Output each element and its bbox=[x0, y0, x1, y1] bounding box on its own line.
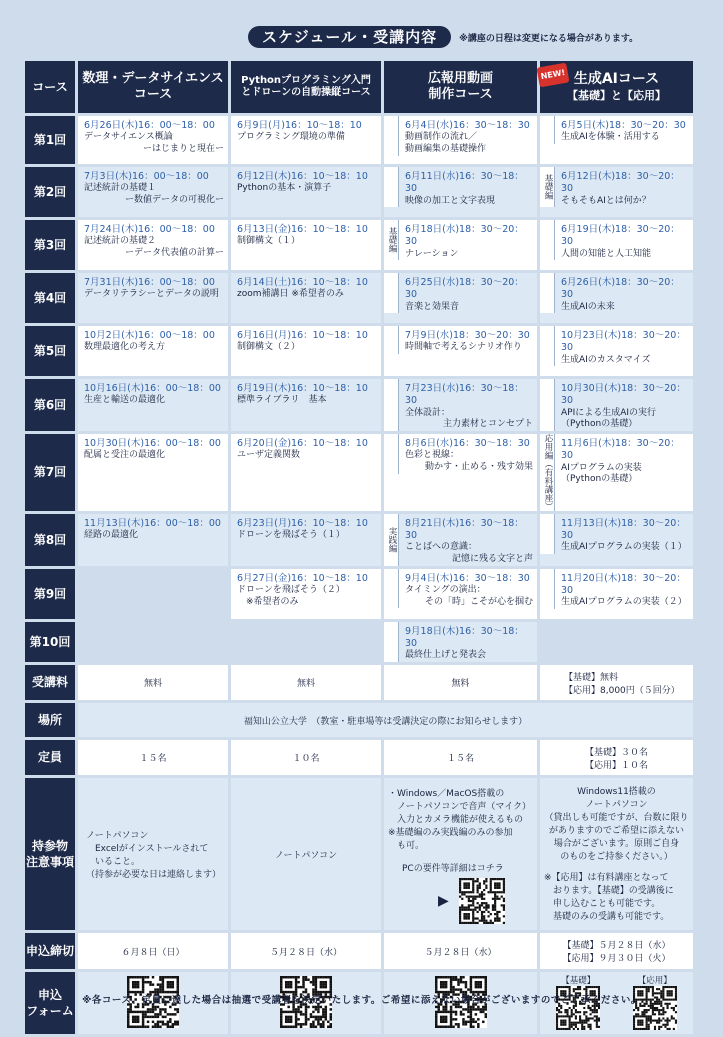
title-note: ※講座の日程は変更になる場合があります。 bbox=[459, 33, 639, 44]
session-topic: 生成AIプログラムの実装（２） bbox=[561, 597, 687, 608]
session-topic: 制御構文（２） bbox=[237, 342, 301, 353]
session-cell bbox=[540, 569, 693, 619]
items-course-4 bbox=[540, 778, 693, 930]
session-cell bbox=[231, 167, 381, 217]
session-cell bbox=[231, 434, 381, 511]
session-date: 7月23日(水)16：30〜18：30 bbox=[405, 383, 524, 407]
session-cell bbox=[540, 273, 693, 323]
deadline-label: 申込締切 bbox=[25, 933, 75, 969]
session-date: 6月26日(木)16：00〜18：00 bbox=[84, 120, 215, 131]
session-topic: 標準ライブラリ 基本 bbox=[237, 395, 327, 406]
new-badge: NEW! bbox=[536, 63, 569, 88]
session-date: 10月30日(木)18：30〜20：30 bbox=[561, 383, 686, 407]
session-cell bbox=[384, 514, 537, 566]
session-date: 6月14日(土)16：10〜18：10 bbox=[237, 277, 368, 288]
form-applied-label: 【応用】 bbox=[637, 975, 672, 986]
session-topic: 制御構文（１） bbox=[237, 236, 301, 247]
session-topic: 生成AIの未来 bbox=[561, 301, 615, 312]
session-topic: 生成AIプログラムの実装（１） bbox=[561, 542, 687, 553]
session-cell bbox=[231, 379, 381, 431]
session-cell bbox=[231, 116, 381, 164]
session-date: 8月21日(木)16：30〜18：30 bbox=[405, 517, 524, 541]
play-arrow-icon: ▶ bbox=[438, 893, 449, 909]
session-cell bbox=[231, 220, 381, 270]
deadline-course-2: ５月２８日（水） bbox=[231, 933, 381, 969]
session-topic: 経路の最適化 bbox=[84, 529, 139, 540]
session-cell bbox=[384, 379, 537, 431]
session-date: 10月23日(木)18：30〜20：30 bbox=[561, 330, 686, 354]
session-date: 6月11日(水)16：30〜18：30 bbox=[405, 171, 524, 195]
session-date: 7月3日(木)16：00〜18：00 bbox=[84, 171, 209, 182]
session-date: 11月20日(木)18：30〜20：30 bbox=[561, 572, 686, 596]
session-topic: 最終仕上げと発表会 bbox=[405, 650, 487, 661]
session-subtopic: その「時」こそが心を掴む bbox=[424, 596, 533, 607]
session-label: 第9回 bbox=[25, 569, 75, 619]
session-topic: 記述統計の基礎１ bbox=[84, 183, 157, 194]
place-label: 場所 bbox=[25, 703, 75, 737]
header-course-4-title: 生成AIコース bbox=[573, 71, 660, 88]
session-topic: 記述統計の基礎２ bbox=[84, 236, 157, 247]
phase-marker bbox=[540, 379, 555, 431]
session-topic: AIプログラムの実装 （Pythonの基礎） bbox=[561, 462, 642, 485]
session-date: 10月30日(木)16：00〜18：00 bbox=[84, 438, 221, 450]
session-cell bbox=[78, 514, 228, 566]
session-topic: ドローンを飛ばそう（２） ※希望者のみ bbox=[237, 584, 345, 607]
session-cell bbox=[78, 220, 228, 270]
header-course-3: 広報用動画 制作コース bbox=[384, 61, 537, 113]
phase-marker bbox=[540, 326, 555, 366]
session-topic: 映像の加工と文字表現 bbox=[405, 195, 496, 206]
session-date: 6月19日(木)16：10〜18：10 bbox=[237, 383, 368, 394]
header-course-4 bbox=[540, 61, 693, 113]
session-date: 8月6日(水)16：30〜18：30 bbox=[405, 438, 530, 450]
session-date: 6月25日(水)18：30〜20：30 bbox=[405, 277, 524, 301]
footer-note: ※各コース、定員に達した場合は抽選で受講者を決定いたします。ご希望に添えない場合がございますのでご了承ください。 bbox=[82, 995, 641, 1006]
session-topic: 色彩と視線： bbox=[405, 450, 460, 461]
session-date: 7月9日(水)18：30〜20：30 bbox=[405, 330, 530, 341]
session-topic: 生成AIのカスタマイズ bbox=[561, 354, 651, 365]
session-topic: プログラミング環境の準備 bbox=[237, 132, 345, 143]
session-date: 6月27日(金)16：10〜18：10 bbox=[237, 572, 368, 584]
session-topic: ナレーション bbox=[405, 248, 459, 259]
deadline-course-1: ６月８日（日） bbox=[78, 933, 228, 969]
session-cell bbox=[384, 273, 537, 323]
phase-marker: 実践編 bbox=[384, 514, 399, 566]
items-course-1: ノートパソコン Excelがインストールされて いること。 （持参が必要な日は連絡します） bbox=[78, 778, 228, 930]
session-topic: Pythonの基本・演算子 bbox=[237, 183, 332, 194]
session-cell bbox=[78, 273, 228, 323]
deadline-course-4: 【基礎】５月２８日（水） 【応用】９月３０日（火） bbox=[540, 933, 693, 969]
session-cell bbox=[540, 167, 693, 217]
session-cell bbox=[384, 434, 537, 511]
empty-cell bbox=[78, 569, 228, 619]
session-date: 6月5日(木)18：30〜20：30 bbox=[561, 120, 686, 131]
session-cell bbox=[78, 326, 228, 376]
session-topic: 配属と受注の最適化 bbox=[84, 450, 166, 461]
session-label: 第1回 bbox=[25, 116, 75, 164]
items-course-2: ノートパソコン bbox=[231, 778, 381, 930]
fee-course-2: 無料 bbox=[231, 665, 381, 700]
session-label: 第7回 bbox=[25, 434, 75, 511]
pc-requirements-qr-code[interactable] bbox=[459, 878, 505, 924]
session-subtopic: ーデータ代表値の計算ー bbox=[124, 248, 224, 259]
session-topic: 動画制作の流れ／ 動画編集の基礎操作 bbox=[405, 132, 487, 155]
phase-marker bbox=[540, 220, 555, 260]
fee-course-3: 無料 bbox=[384, 665, 537, 700]
session-topic: 生産と輸送の最適化 bbox=[84, 395, 166, 406]
session-cell bbox=[384, 326, 537, 376]
session-topic: そもそもAIとは何か？ bbox=[561, 195, 651, 206]
place-text: 福知山公立大学 （教室・駐車場等は受講決定の際にお知らせします） bbox=[78, 703, 693, 737]
session-topic: タイミングの演出： bbox=[405, 584, 486, 595]
form-basic-label: 【基礎】 bbox=[561, 975, 596, 986]
fee-course-4: 【基礎】無料 【応用】8,000円（５回分） bbox=[540, 665, 693, 700]
session-cell bbox=[540, 514, 693, 566]
session-date: 6月13日(金)16：10〜18：10 bbox=[237, 224, 368, 235]
session-date: 9月4日(木)16：30〜18：30 bbox=[405, 572, 530, 584]
session-cell bbox=[384, 116, 537, 164]
session-topic: ユーザ定義関数 bbox=[237, 450, 301, 461]
session-cell bbox=[540, 434, 693, 511]
session-topic: データサイエンス概論 bbox=[84, 132, 173, 143]
phase-marker bbox=[384, 167, 399, 207]
session-label: 第8回 bbox=[25, 514, 75, 566]
phase-marker bbox=[384, 434, 399, 474]
phase-marker bbox=[540, 569, 555, 609]
session-label: 第3回 bbox=[25, 220, 75, 270]
session-date: 7月24日(木)16：00〜18：00 bbox=[84, 224, 215, 235]
session-subtopic: 主力素材とコンセプト bbox=[442, 419, 533, 430]
session-date: 9月18日(木)16：30〜18：30 bbox=[405, 625, 524, 649]
session-date: 6月12日(木)18：30〜20：30 bbox=[561, 171, 680, 195]
items-course-4-note: ※【応用】は有料講座となって おります。【基礎】の受講後に 申し込むことも可能です。 基礎のみの受講も可能です。 bbox=[544, 873, 674, 922]
session-cell bbox=[231, 273, 381, 323]
items-course-3 bbox=[384, 778, 537, 930]
session-date: 11月13日(木)18：30〜20：30 bbox=[561, 517, 686, 541]
session-subtopic: 記憶に残る文字と声 bbox=[451, 553, 533, 564]
phase-marker bbox=[384, 622, 399, 662]
session-cell bbox=[231, 569, 381, 619]
capacity-course-3: １５名 bbox=[384, 740, 537, 775]
session-date: 6月26日(木)18：30〜20：30 bbox=[561, 277, 680, 301]
items-course-3-text: ・Windows／MacOS搭載の ノートパソコンで音声（マイク） 入力とカメラ機能が使えるもの ※基礎編のみ実践編のみの参加 も可。 bbox=[388, 789, 532, 851]
header-course-1: 数理・データサイエンス コース bbox=[78, 61, 228, 113]
session-topic: 時間軸で考えるシナリオ作り bbox=[405, 342, 522, 353]
session-date: 10月2日(木)16：00〜18：00 bbox=[84, 330, 215, 341]
phase-marker bbox=[540, 116, 555, 144]
session-cell bbox=[231, 326, 381, 376]
session-cell bbox=[78, 379, 228, 431]
session-date: 10月16日(木)16：00〜18：00 bbox=[84, 383, 221, 394]
session-cell bbox=[384, 220, 537, 270]
empty-cell bbox=[78, 622, 228, 662]
header-course-4-sub: 【基礎】と【応用】 bbox=[567, 88, 666, 102]
session-cell bbox=[78, 434, 228, 511]
session-date: 11月6日(木)18：30〜20：30 bbox=[561, 438, 680, 462]
title-bar bbox=[248, 26, 638, 48]
phase-marker bbox=[384, 326, 399, 354]
session-date: 6月16日(月)16：10〜18：10 bbox=[237, 330, 368, 341]
session-date: 7月31日(木)16：00〜18：00 bbox=[84, 277, 215, 288]
session-subtopic: ー数値データの可視化ー bbox=[124, 195, 224, 206]
session-topic: ことばへの意識： bbox=[405, 542, 478, 553]
phase-marker bbox=[384, 379, 399, 431]
schedule-table bbox=[22, 58, 696, 1037]
capacity-label: 定員 bbox=[25, 740, 75, 775]
session-label: 第4回 bbox=[25, 273, 75, 323]
fee-course-1: 無料 bbox=[78, 665, 228, 700]
session-topic: データリテラシーとデータの説明 bbox=[84, 289, 219, 300]
phase-marker: 基礎編 bbox=[540, 167, 555, 207]
session-topic: 数理最適化の考え方 bbox=[84, 342, 166, 353]
form-label: 申込 フォーム bbox=[25, 972, 75, 1034]
session-date: 11月13日(木)16：00〜18：00 bbox=[84, 517, 221, 529]
header-course-2: Pythonプログラミング入門 とドローンの自動操縦コース bbox=[231, 61, 381, 113]
session-cell bbox=[78, 167, 228, 217]
session-cell bbox=[384, 622, 537, 662]
session-cell bbox=[384, 167, 537, 217]
session-topic: ドローンを飛ばそう（１） bbox=[237, 529, 345, 540]
session-date: 6月12日(木)16：10〜18：10 bbox=[237, 171, 368, 182]
session-cell bbox=[540, 326, 693, 376]
session-topic: 人間の知能と人工知能 bbox=[561, 248, 652, 259]
session-label: 第5回 bbox=[25, 326, 75, 376]
session-date: 6月19日(木)18：30〜20：30 bbox=[561, 224, 680, 248]
session-subtopic: 動かす・止める・残す効果 bbox=[424, 462, 533, 473]
capacity-course-2: １０名 bbox=[231, 740, 381, 775]
phase-marker bbox=[384, 569, 399, 609]
session-date: 6月4日(水)16：30〜18：30 bbox=[405, 120, 530, 131]
phase-marker bbox=[384, 273, 399, 313]
session-topic: 生成AIを体験・活用する bbox=[561, 132, 660, 143]
session-date: 6月20日(金)16：10〜18：10 bbox=[237, 438, 368, 450]
items-course-4-text: Windows11搭載の ノートパソコン （貸出しも可能ですが、台数に限り がありますのでご希望に添えない 場合がございます。原則ご自身 のものをご持参ください。） bbox=[544, 787, 689, 862]
session-topic: zoom補講日 ※希望者のみ bbox=[237, 289, 344, 300]
phase-marker: 応用編（有料講座） bbox=[540, 434, 555, 511]
session-date: 6月23日(月)16：10〜18：10 bbox=[237, 517, 368, 529]
session-label: 第6回 bbox=[25, 379, 75, 431]
page-title: スケジュール・受講内容 bbox=[248, 26, 451, 48]
session-topic: APIによる生成AIの実行 （Pythonの基礎） bbox=[561, 407, 657, 430]
fee-label: 受講料 bbox=[25, 665, 75, 700]
phase-marker bbox=[540, 514, 555, 554]
session-cell bbox=[78, 116, 228, 164]
session-cell bbox=[384, 569, 537, 619]
session-cell bbox=[231, 514, 381, 566]
capacity-course-4: 【基礎】３０名 【応用】１０名 bbox=[540, 740, 693, 775]
items-label: 持参物 注意事項 bbox=[25, 778, 75, 930]
session-date: 6月9日(月)16：10〜18：10 bbox=[237, 120, 362, 131]
session-label: 第2回 bbox=[25, 167, 75, 217]
session-label: 第10回 bbox=[25, 622, 75, 662]
session-topic: 全体設計： bbox=[405, 407, 451, 418]
session-topic: 音楽と効果音 bbox=[405, 301, 460, 312]
items-course-3-link[interactable]: PCの要件等詳細はコチラ bbox=[402, 864, 504, 874]
header-course: コース bbox=[25, 61, 75, 113]
capacity-course-1: １５名 bbox=[78, 740, 228, 775]
empty-cell bbox=[231, 622, 381, 662]
session-cell bbox=[540, 220, 693, 270]
empty-cell bbox=[540, 622, 693, 662]
session-cell bbox=[540, 379, 693, 431]
session-cell bbox=[540, 116, 693, 164]
phase-marker bbox=[384, 116, 399, 156]
phase-marker bbox=[540, 273, 555, 313]
phase-marker: 基礎編 bbox=[384, 220, 399, 260]
deadline-course-3: ５月２８日（水） bbox=[384, 933, 537, 969]
session-date: 6月18日(水)18：30〜20：30 bbox=[405, 224, 524, 248]
session-subtopic: ーはじまりと現在ー bbox=[142, 144, 224, 155]
